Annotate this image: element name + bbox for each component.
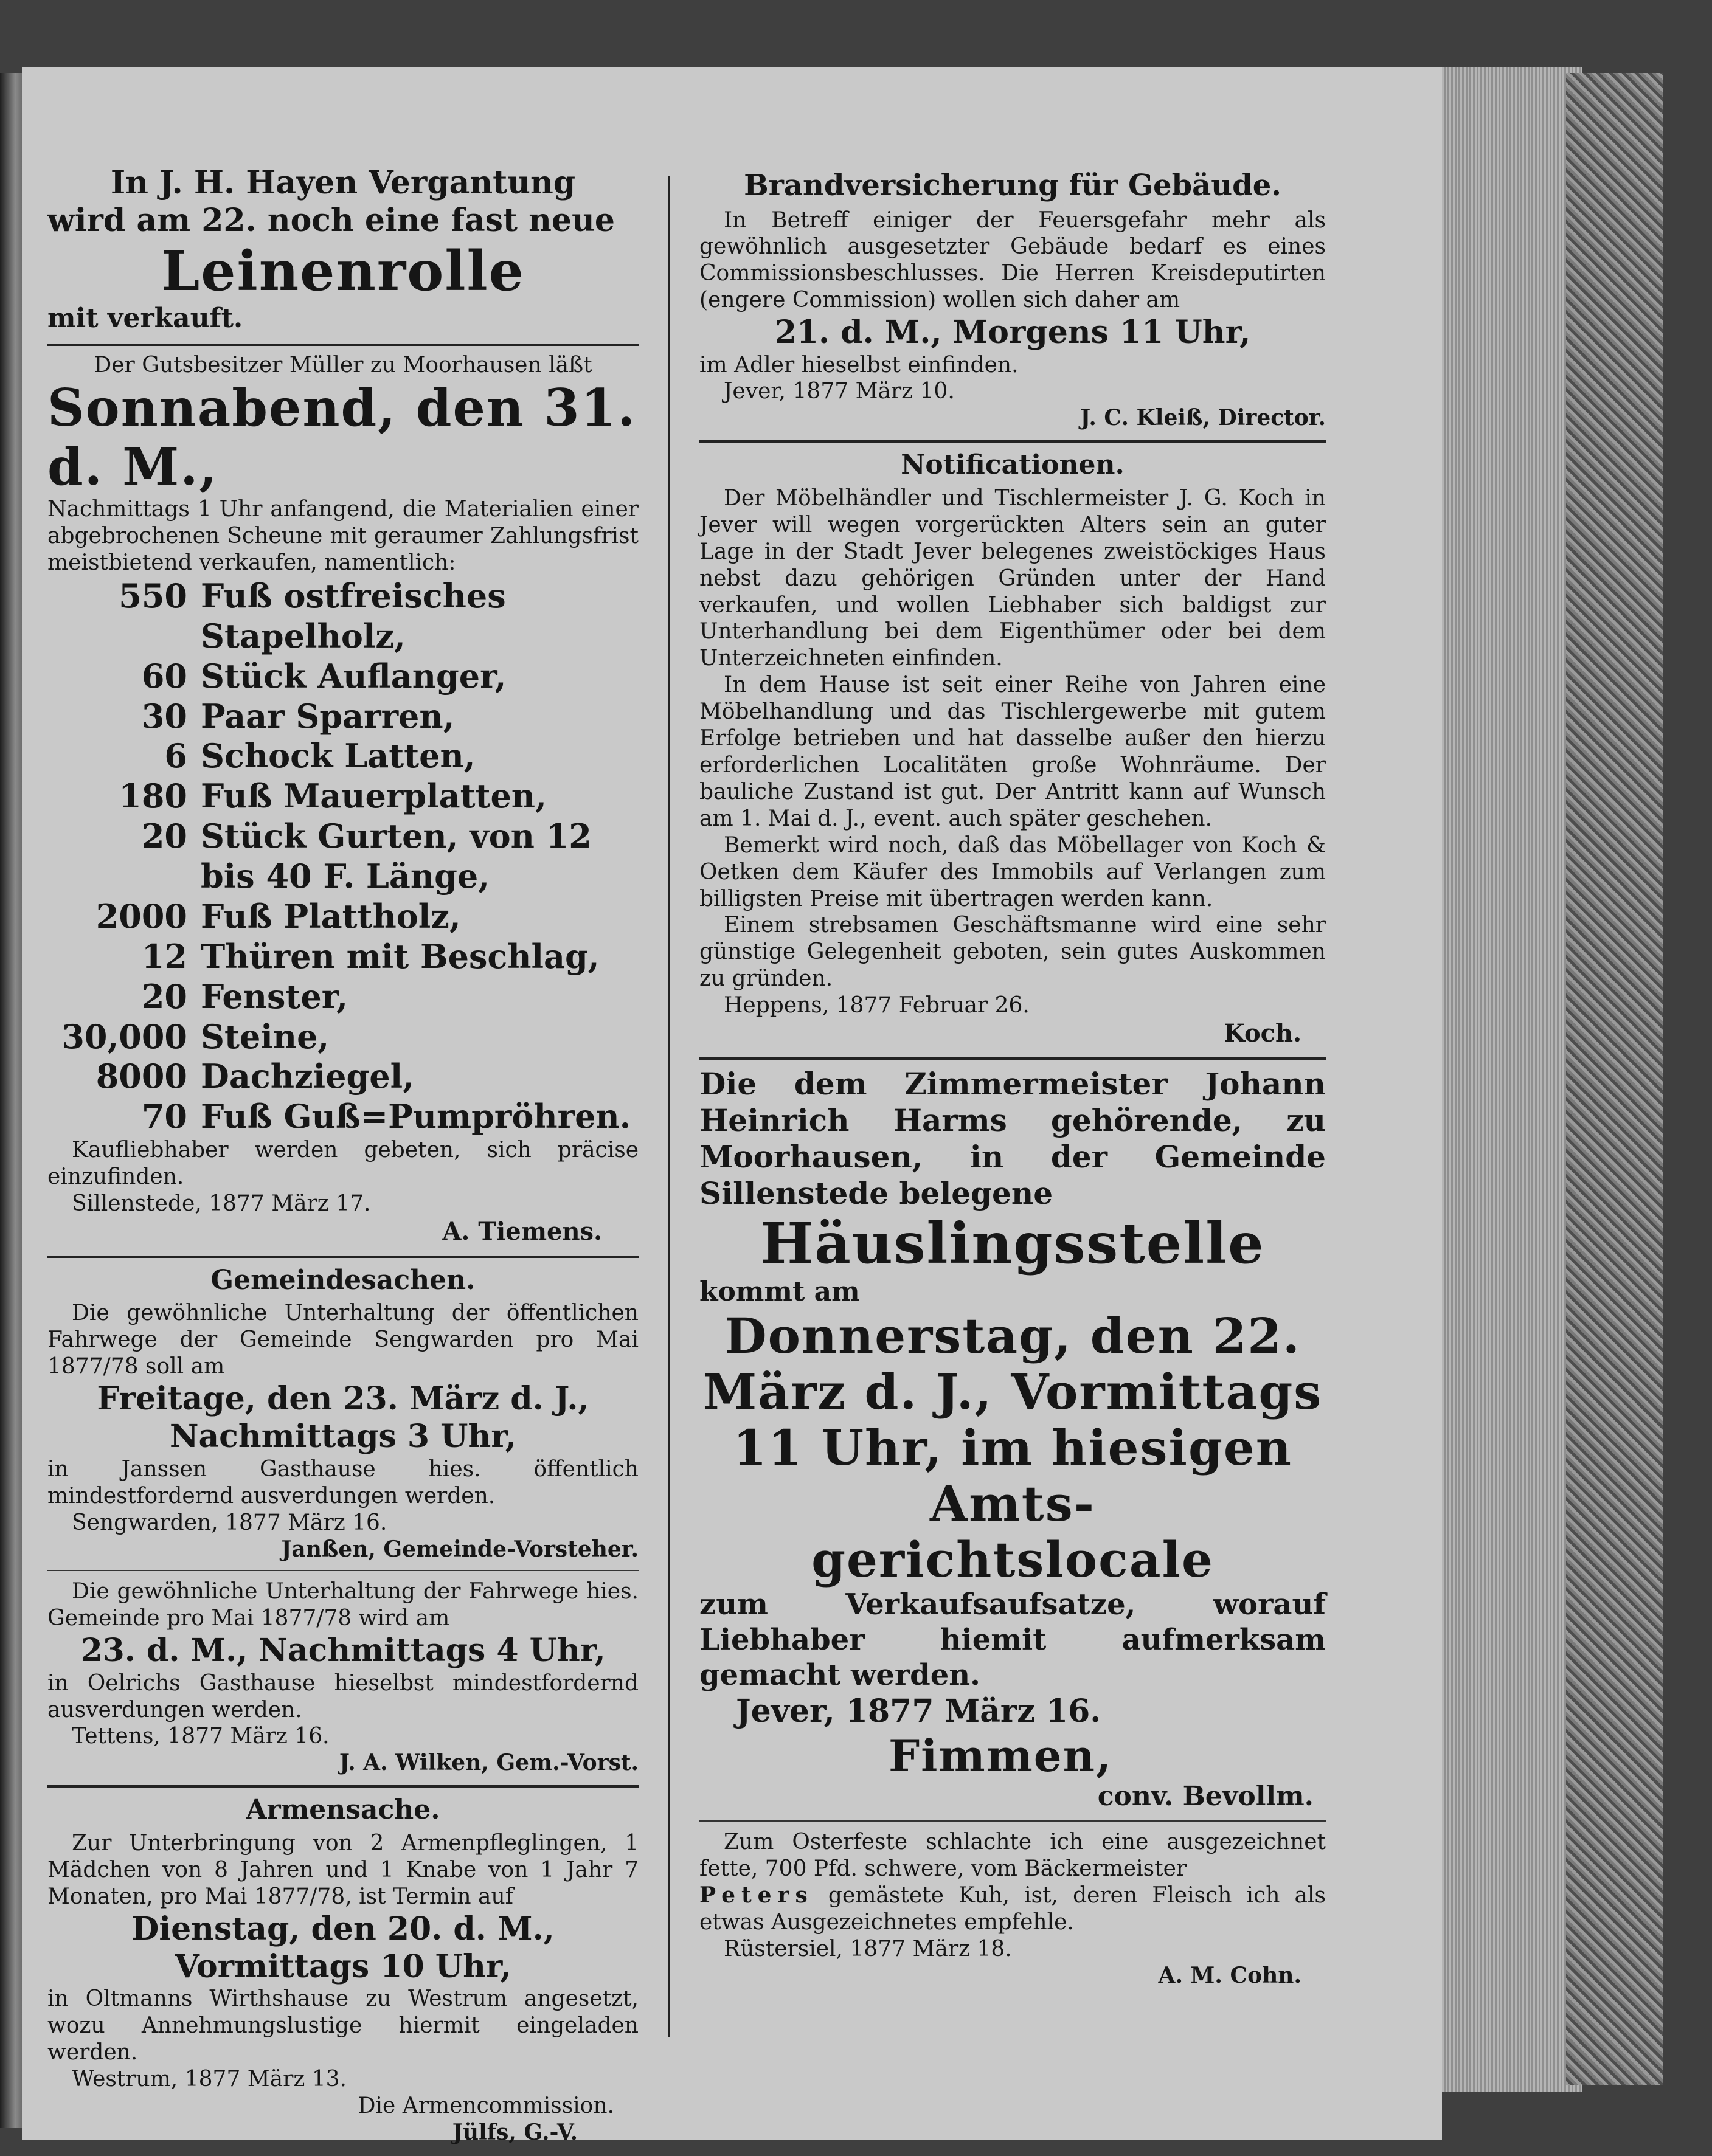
tettens-signer: J. A. Wilken, Gem.-Vorst. xyxy=(339,1750,639,1776)
item-desc: Stück Auflanger, xyxy=(201,656,507,696)
item-desc: Fuß Guß=Pumpröhren. xyxy=(201,1097,631,1136)
harms-text: Die dem Zimmermeister Johann Heinrich Harms gehörende, zu Moorhausen, in der Gemeinde Sillenstede belegene xyxy=(699,1065,1326,1211)
section-rule xyxy=(47,1570,639,1571)
section-rule xyxy=(699,1820,1326,1822)
item-desc: Fuß Mauerplatten, xyxy=(201,776,547,816)
hayen-notice xyxy=(47,164,639,335)
item-qty: 6 xyxy=(164,736,187,776)
harms-signer-role: conv. Bevollm. xyxy=(1097,1781,1314,1812)
gemeinde-signer: Janßen, Gemeinde-Vorsteher. xyxy=(281,1536,639,1562)
brand-heading: Brandversicherung für Gebäude. xyxy=(744,168,1281,202)
cohn-text-2-line xyxy=(699,1882,1326,1936)
tettens-date: 23. d. M., Nachmittags 4 Uhr, xyxy=(80,1632,606,1670)
cohn-signer: A. M. Cohn. xyxy=(1158,1962,1301,1988)
item-qty: 20 xyxy=(141,976,187,1016)
list-item xyxy=(60,1057,639,1097)
brand-signer: J. C. Kleiß, Director. xyxy=(1080,405,1326,431)
column-divider xyxy=(668,176,670,2037)
section-rule xyxy=(699,440,1326,443)
gemeinde-date-2: Nachmittags 3 Uhr, xyxy=(169,1418,517,1456)
section-rule xyxy=(47,1785,639,1788)
item-desc: Paar Sparren, xyxy=(201,696,455,736)
cohn-text: Zum Osterfeste schlachte ich eine ausgezeichnet fette, 700 Pfd. schwere, vom Bäckermeister xyxy=(699,1829,1326,1882)
item-desc: Dachziegel, xyxy=(201,1057,414,1096)
item-qty: 2000 xyxy=(95,896,187,936)
notification-signer: Koch. xyxy=(1224,1019,1301,1048)
section-rule xyxy=(47,344,639,346)
material-list xyxy=(60,576,639,1137)
tettens-text-2: in Oelrichs Gasthause hieselbst mindestfordernd ausverdungen werden. xyxy=(47,1670,639,1722)
item-qty: 30 xyxy=(141,696,187,736)
armen-text: Zur Unterbringung von 2 Armenpfleglingen, 1 Mädchen von 8 Jahren und 1 Knabe von 1 Jahr 7 Monaten, pro Mai 1877/78, ist Termin auf xyxy=(47,1830,639,1909)
mueller-text: Nachmittags 1 Uhr anfangend, die Materialien einer abgebrochenen Scheune mit geraumer Zahlungsfrist meistbietend verkaufen, namentlich: xyxy=(47,497,639,575)
list-item xyxy=(60,776,639,817)
hayen-title: Leinenrolle xyxy=(161,238,525,303)
mueller-notice xyxy=(47,352,639,1247)
mueller-signer: A. Tiemens. xyxy=(442,1217,602,1246)
harms-text-2: zum Verkaufsaufsatze, worauf Liebhaber hiemit aufmerksam gemacht werden. xyxy=(699,1588,1326,1692)
mueller-note: Kaufliebhaber werden gebeten, sich präcise einzufinden. xyxy=(47,1138,639,1190)
list-item xyxy=(60,697,639,737)
armen-date-2: Vormittags 10 Uhr, xyxy=(175,1948,511,1986)
cohn-notice xyxy=(699,1829,1326,1989)
brand-notice xyxy=(699,168,1326,432)
gemeinde-text: Die gewöhnliche Unterhaltung der öffentlichen Fahrwege der Gemeinde Sengwarden pro Mai 1877/78 soll am xyxy=(47,1301,639,1380)
notification-notice xyxy=(699,449,1326,1049)
section-rule xyxy=(47,1256,639,1258)
cohn-text-2: gemästete Kuh, ist, deren Fleisch ich als etwas Ausgezeichnetes empfehle. xyxy=(699,1883,1326,1935)
right-column xyxy=(699,164,1326,2085)
mueller-place-date: Sillenstede, 1877 März 17. xyxy=(72,1190,371,1216)
item-desc: Fuß Plattholz, xyxy=(201,896,461,936)
page-edges xyxy=(1442,67,1582,2092)
list-item xyxy=(60,977,639,1017)
notification-place-date: Heppens, 1877 Februar 26. xyxy=(724,993,1030,1018)
harms-date-3: 11 Uhr, im hiesigen Amts- xyxy=(733,1419,1292,1533)
armen-date-1: Dienstag, den 20. d. M., xyxy=(131,1910,555,1947)
armen-signer-2: Jülfs, G.-V. xyxy=(452,2119,578,2145)
armen-signer-1: Die Armencommission. xyxy=(358,2093,614,2119)
harms-date-4: gerichtslocale xyxy=(811,1531,1214,1589)
notification-heading: Notificationen. xyxy=(901,449,1125,481)
tettens-text: Die gewöhnliche Unterhaltung der Fahrwege hies. Gemeinde pro Mai 1877/78 wird am xyxy=(47,1579,639,1631)
notification-paragraph-3: Bemerkt wird noch, daß das Möbellager von Koch & Oetken dem Käufer des Immobils auf Verlangen zum billigsten Preise mit übertragen werden kann. xyxy=(699,832,1326,911)
section-rule xyxy=(699,1057,1326,1060)
item-desc: Fenster, xyxy=(201,976,348,1016)
gemeinde-text-2: in Janssen Gasthause hies. öffentlich mindestfordernd ausverdungen werden. xyxy=(47,1456,639,1508)
mueller-date: Sonnabend, den 31. d. M., xyxy=(47,377,637,497)
armen-place-date: Westrum, 1877 März 13. xyxy=(72,2067,347,2092)
harms-date-1: Donnerstag, den 22. xyxy=(724,1307,1301,1365)
gemeinde-place-date: Sengwarden, 1877 März 16. xyxy=(72,1510,387,1535)
harms-place-date: Jever, 1877 März 16. xyxy=(736,1693,1101,1730)
item-qty: 60 xyxy=(141,656,187,696)
hayen-line-3: mit verkauft. xyxy=(47,303,243,334)
item-qty: 12 xyxy=(141,936,187,976)
cohn-peters: Peters xyxy=(699,1882,814,1909)
harms-notice xyxy=(699,1066,1326,1813)
list-item xyxy=(60,657,639,697)
brand-date: 21. d. M., Morgens 11 Uhr, xyxy=(774,314,1251,351)
item-qty: 8000 xyxy=(95,1057,187,1096)
list-item xyxy=(60,1017,639,1057)
brand-text-2: im Adler hieselbst einfinden. xyxy=(699,352,1019,378)
list-item xyxy=(60,897,639,937)
brand-text: In Betreff einiger der Feuersgefahr mehr als gewöhnlich ausgesetzter Gebäude bedarf es eines Commissionsbeschlusses. Die Herren Kreisdeputirten (engere Commission) wollen sich daher am xyxy=(699,207,1326,313)
item-desc: Thüren mit Beschlag, xyxy=(201,936,600,976)
gemeinde-heading: Gemeindesachen. xyxy=(210,1264,476,1296)
list-item xyxy=(60,817,639,897)
left-page-edge xyxy=(0,73,22,2128)
item-desc: Stück Gurten, von 12 bis 40 F. Länge, xyxy=(201,817,592,896)
list-item xyxy=(60,576,639,657)
armen-text-2: in Oltmanns Wirthshause zu Westrum angesetzt, wozu Annehmungslustige hiermit eingeladen werden. xyxy=(47,1986,639,2065)
harms-signer: Fimmen, xyxy=(888,1729,1113,1781)
item-qty: 20 xyxy=(141,817,187,856)
harms-kommt: kommt am xyxy=(699,1276,860,1307)
item-qty: 70 xyxy=(141,1097,187,1136)
item-qty: 30,000 xyxy=(61,1017,187,1056)
notification-paragraph-4: Einem strebsamen Geschäftsmanne wird eine sehr günstige Gelegenheit geboten, sein gutes Auskommen zu gründen. xyxy=(699,913,1326,992)
notification-paragraph-2: In dem Hause ist seit einer Reihe von Jahren eine Möbelhandlung und das Tischlergewerbe mit gutem Erfolge betrieben und hat dasselbe außer den hierzu erforderlichen Localitäten große Wohnräume. Der bauliche Zustand ist gut. Der Antritt kann auf Wunsch am 1. Mai d. J., event. auch später geschehen. xyxy=(699,672,1326,831)
armen-notice xyxy=(47,1794,639,2146)
list-item xyxy=(60,1097,639,1137)
notification-paragraph-1: Der Möbelhändler und Tischlermeister J. G. Koch in Jever will wegen vorgerückten Alters sein an guter Lage in der Stadt Jever belegenes zweistöckiges Haus nebst dazu gehörigen Gründen unter der Hand verkaufen, und wollen Liebhaber sich baldigst zur Unterhandlung bei dem Eigenthümer oder bei dem Unterzeichneten einfinden. xyxy=(699,485,1326,671)
list-item xyxy=(60,736,639,776)
book-cover-board xyxy=(1566,73,1663,2085)
list-item xyxy=(60,937,639,977)
item-desc: Fuß ostfreisches Stapelholz, xyxy=(201,576,506,655)
item-qty: 550 xyxy=(119,576,187,615)
harms-date-2: März d. J., Vormittags xyxy=(702,1363,1323,1421)
harms-title: Häuslingsstelle xyxy=(760,1210,1265,1276)
item-qty: 180 xyxy=(119,776,187,816)
mueller-intro: Der Gutsbesitzer Müller zu Moorhausen läßt xyxy=(94,353,592,378)
left-column xyxy=(47,164,639,2145)
brand-place-date: Jever, 1877 März 10. xyxy=(724,379,955,404)
hayen-line-1: In J. H. Hayen Vergantung xyxy=(110,164,576,201)
item-desc: Steine, xyxy=(201,1017,330,1056)
gemeinde-notice xyxy=(47,1264,639,1563)
item-desc: Schock Latten, xyxy=(201,736,476,776)
gemeinde-date-1: Freitage, den 23. März d. J., xyxy=(97,1380,589,1418)
armen-heading: Armensache. xyxy=(246,1794,440,1826)
tettens-notice xyxy=(47,1578,639,1777)
tettens-place-date: Tettens, 1877 März 16. xyxy=(72,1724,330,1749)
cohn-place-date: Rüstersiel, 1877 März 18. xyxy=(724,1936,1012,1961)
hayen-line-2: wird am 22. noch eine fast neue xyxy=(47,202,615,240)
